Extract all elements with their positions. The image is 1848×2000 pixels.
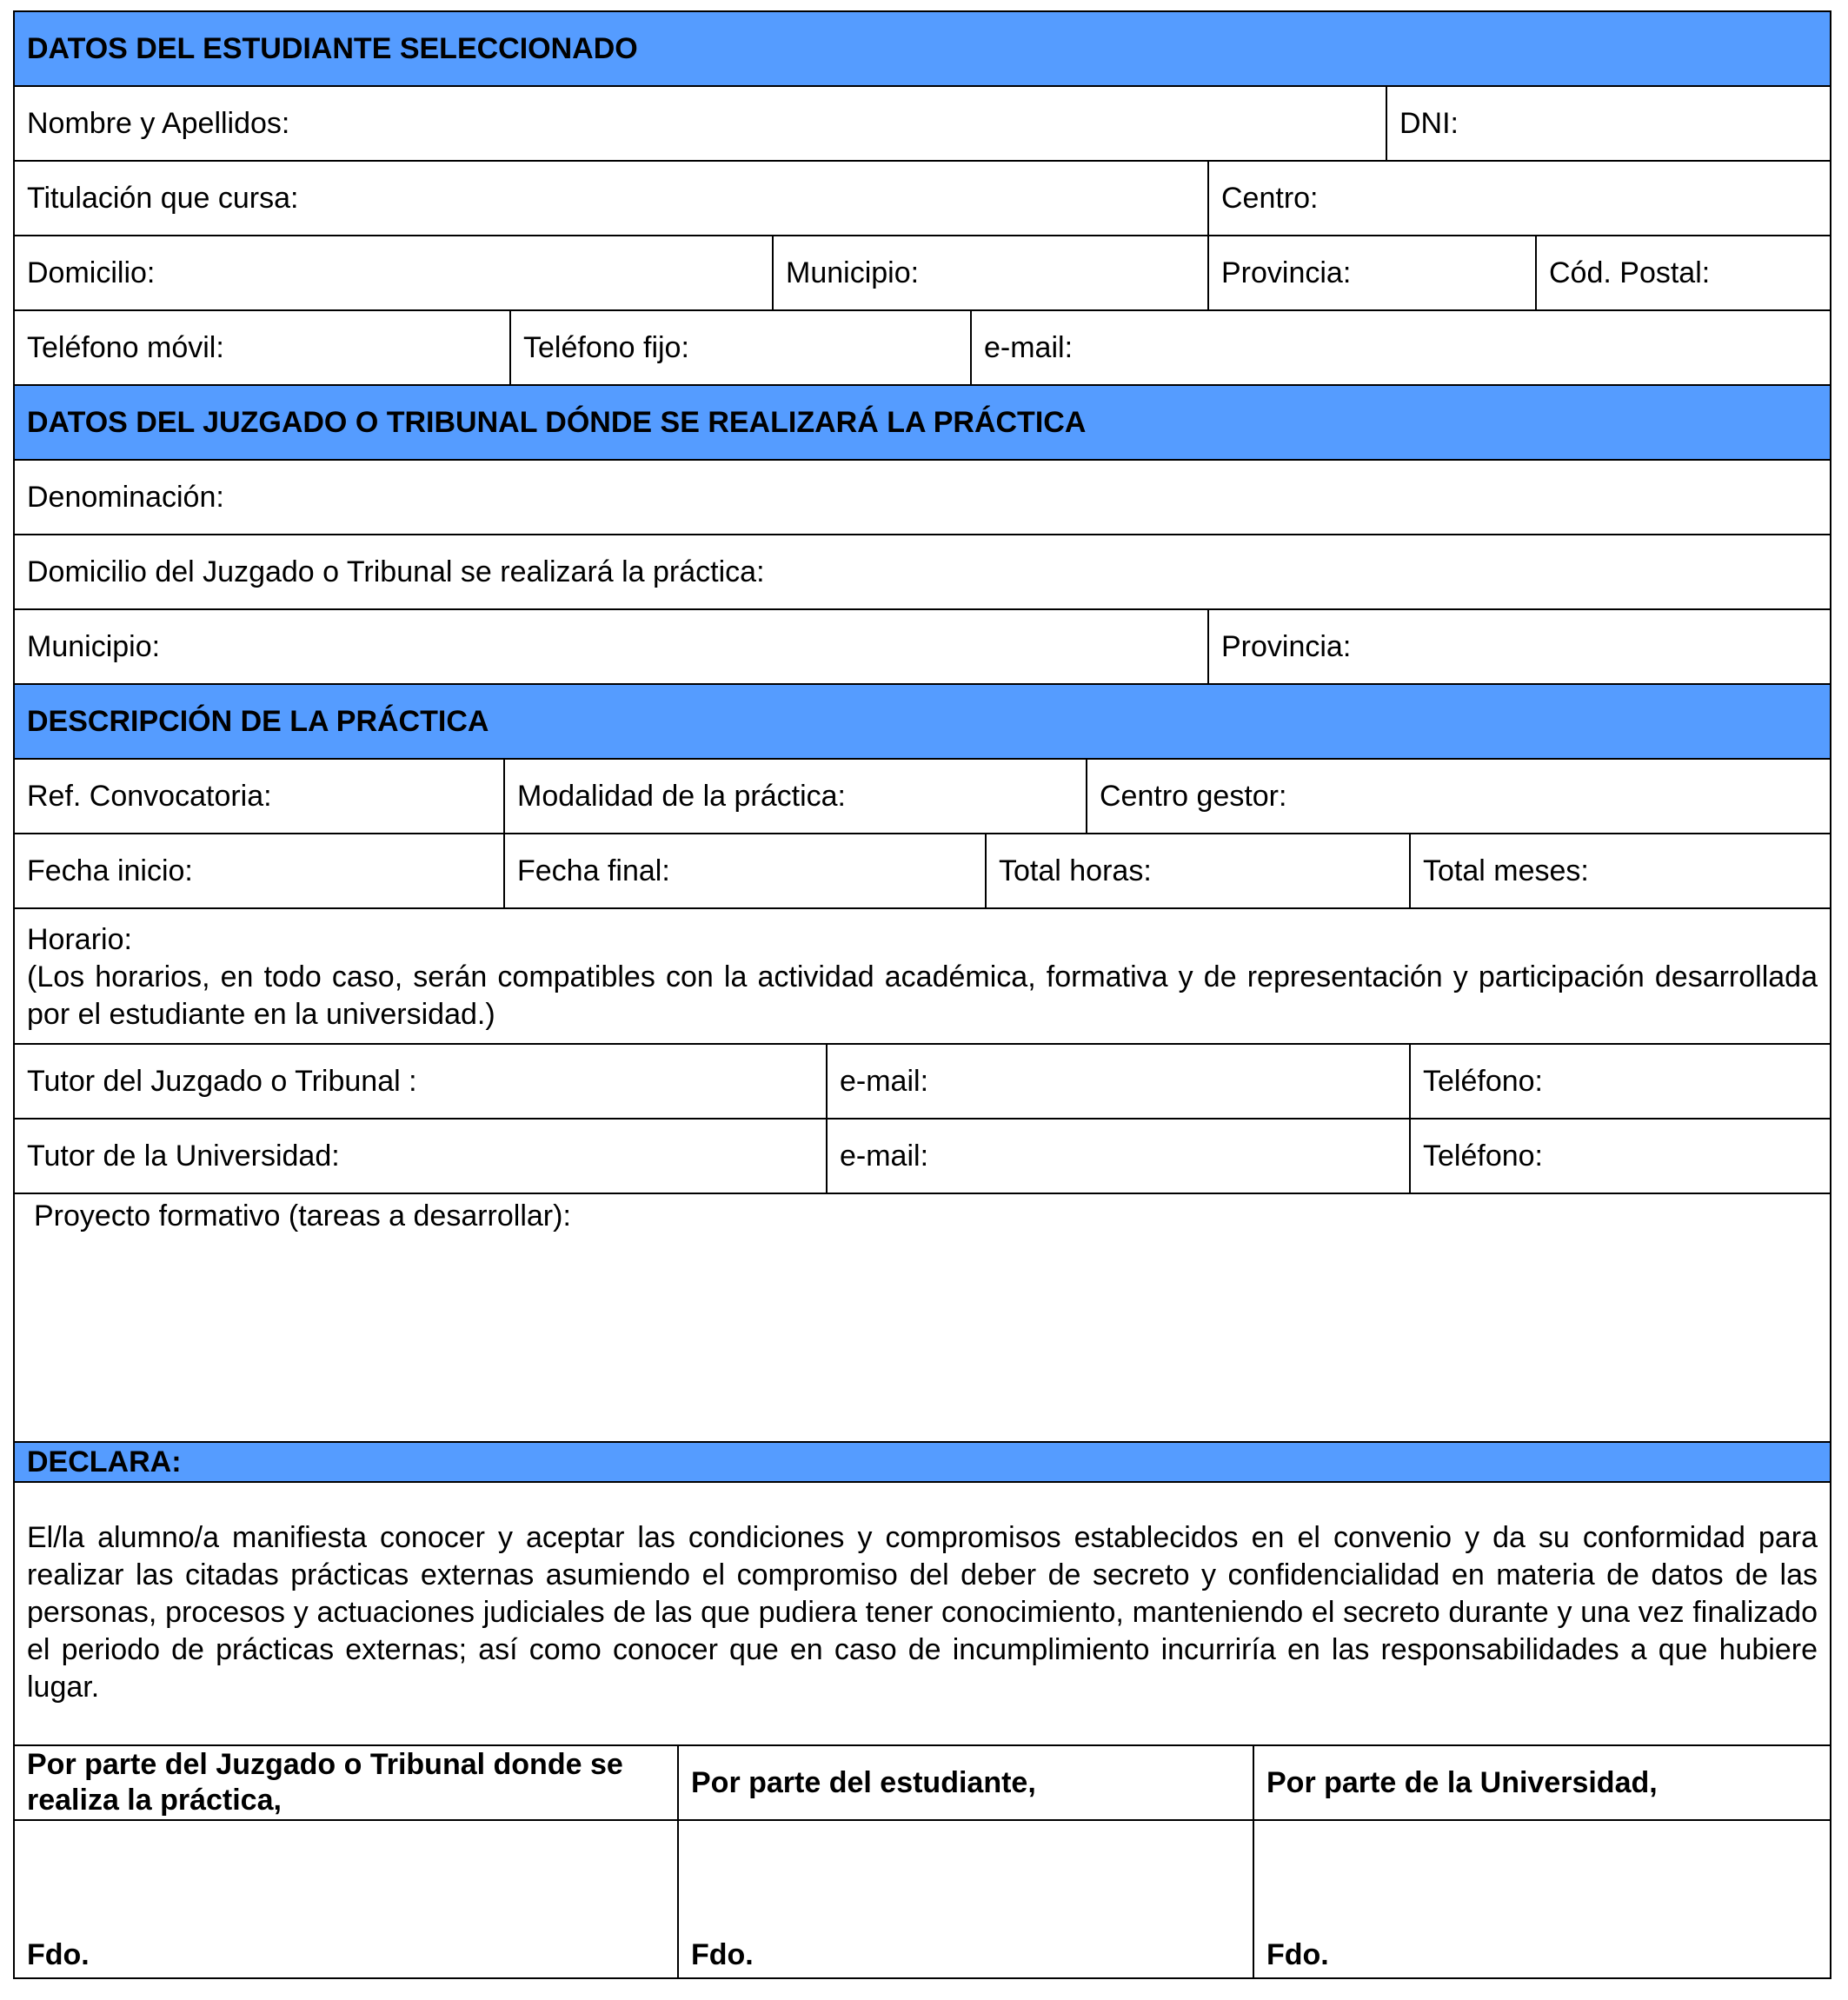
practice-dates-row bbox=[15, 834, 1830, 909]
court-tutor-phone-field[interactable]: Teléfono: bbox=[1409, 1045, 1830, 1118]
university-signatory-heading: Por parte de la Universidad, bbox=[1253, 1746, 1830, 1819]
practice-section-title: DESCRIPCIÓN DE LA PRÁCTICA bbox=[27, 704, 489, 738]
university-tutor-row bbox=[15, 1120, 1830, 1194]
court-signatory-heading bbox=[15, 1746, 677, 1819]
student-municipality-field[interactable]: Municipio: bbox=[772, 236, 1207, 309]
practice-total-months-field[interactable]: Total meses: bbox=[1409, 834, 1830, 907]
practice-end-date-field[interactable]: Fecha final: bbox=[503, 834, 985, 907]
signature-row bbox=[15, 1821, 1830, 1977]
court-municipality-field[interactable]: Municipio: bbox=[27, 629, 161, 663]
practice-mode-field[interactable]: Modalidad de la práctica: bbox=[503, 760, 1086, 833]
student-name-field[interactable]: Nombre y Apellidos: bbox=[27, 106, 290, 140]
student-section-title: DATOS DEL ESTUDIANTE SELECCIONADO bbox=[27, 31, 638, 65]
court-signatory-line2: realiza la práctica, bbox=[27, 1784, 282, 1817]
practice-schedule-label: Horario: bbox=[27, 923, 132, 956]
court-province-field[interactable]: Provincia: bbox=[1207, 610, 1830, 683]
student-email-field[interactable]: e-mail: bbox=[970, 311, 1830, 384]
student-dni-field[interactable]: DNI: bbox=[1386, 87, 1830, 160]
university-tutor-field[interactable]: Tutor de la Universidad: bbox=[27, 1139, 340, 1173]
student-contact-row bbox=[15, 311, 1830, 386]
court-location-row bbox=[15, 610, 1830, 685]
practice-schedule-row[interactable] bbox=[15, 909, 1830, 1045]
practice-section-header bbox=[15, 685, 1830, 760]
student-signature-box[interactable]: Fdo. bbox=[677, 1821, 1253, 1977]
practice-ref-row bbox=[15, 760, 1830, 834]
court-section-title: DATOS DEL JUZGADO O TRIBUNAL DÓNDE SE REALIZARÁ LA PRÁCTICA bbox=[27, 405, 1087, 439]
student-address-field[interactable]: Domicilio: bbox=[27, 256, 156, 289]
practice-start-date-field[interactable]: Fecha inicio: bbox=[27, 854, 193, 887]
declaration-text: El/la alumno/a manifiesta conocer y aceptar las condiciones y compromisos establecidos en el convenio y da su conformidad para realizar las citadas prácticas externas asumiendo el compromiso del deber de secreto y confidencialidad en materia de datos de las personas, procesos y actuaciones judiciales de las que pudiera tener conocimiento, manteniendo el secreto durante y una vez finalizado el periodo de prácticas externas; así como conocer que en caso de incumplimiento incurriría en las responsabilidades a que hubiere lugar. bbox=[27, 1521, 1818, 1704]
practice-total-hours-field[interactable]: Total horas: bbox=[985, 834, 1409, 907]
student-degree-field[interactable]: Titulación que cursa: bbox=[27, 181, 299, 215]
student-name-row bbox=[15, 87, 1830, 162]
project-row[interactable] bbox=[15, 1194, 1830, 1443]
court-signatory-line1: Por parte del Juzgado o Tribunal donde se bbox=[27, 1748, 623, 1781]
student-postal-code-field[interactable]: Cód. Postal: bbox=[1535, 236, 1830, 309]
court-tutor-field[interactable]: Tutor del Juzgado o Tribunal : bbox=[27, 1064, 417, 1098]
court-section-header bbox=[15, 386, 1830, 461]
student-section-header bbox=[15, 12, 1830, 87]
student-address-row bbox=[15, 236, 1830, 311]
declaration-body-row bbox=[15, 1483, 1830, 1746]
declaration-title: DECLARA: bbox=[27, 1445, 182, 1478]
student-mobile-field[interactable]: Teléfono móvil: bbox=[27, 330, 224, 364]
practice-manager-field[interactable]: Centro gestor: bbox=[1086, 760, 1830, 833]
court-tutor-row bbox=[15, 1045, 1830, 1120]
university-tutor-phone-field[interactable]: Teléfono: bbox=[1409, 1120, 1830, 1193]
court-name-row bbox=[15, 461, 1830, 535]
court-signature-box[interactable]: Fdo. bbox=[27, 1938, 90, 1971]
student-province-field[interactable]: Provincia: bbox=[1207, 236, 1535, 309]
project-label: Proyecto formativo (tareas a desarrollar): bbox=[34, 1199, 571, 1233]
signature-header-row bbox=[15, 1746, 1830, 1821]
university-signature-box[interactable]: Fdo. bbox=[1253, 1821, 1830, 1977]
student-degree-row bbox=[15, 162, 1830, 236]
court-tutor-email-field[interactable]: e-mail: bbox=[826, 1045, 1409, 1118]
court-name-field[interactable]: Denominación: bbox=[27, 480, 224, 514]
practice-ref-field[interactable]: Ref. Convocatoria: bbox=[27, 779, 272, 813]
declaration-header bbox=[15, 1443, 1830, 1483]
court-address-field[interactable]: Domicilio del Juzgado o Tribunal se realizará la práctica: bbox=[27, 555, 765, 588]
student-center-field[interactable]: Centro: bbox=[1207, 162, 1830, 235]
student-landline-field[interactable]: Teléfono fijo: bbox=[509, 311, 970, 384]
practice-schedule-note: (Los horarios, en todo caso, serán compatibles con la actividad académica, formativa y de representación y participación desarrollada por el estudiante en la universidad.) bbox=[27, 960, 1818, 1031]
practice-form bbox=[13, 10, 1831, 1979]
student-signatory-heading: Por parte del estudiante, bbox=[677, 1746, 1253, 1819]
university-tutor-email-field[interactable]: e-mail: bbox=[826, 1120, 1409, 1193]
court-address-row bbox=[15, 535, 1830, 610]
